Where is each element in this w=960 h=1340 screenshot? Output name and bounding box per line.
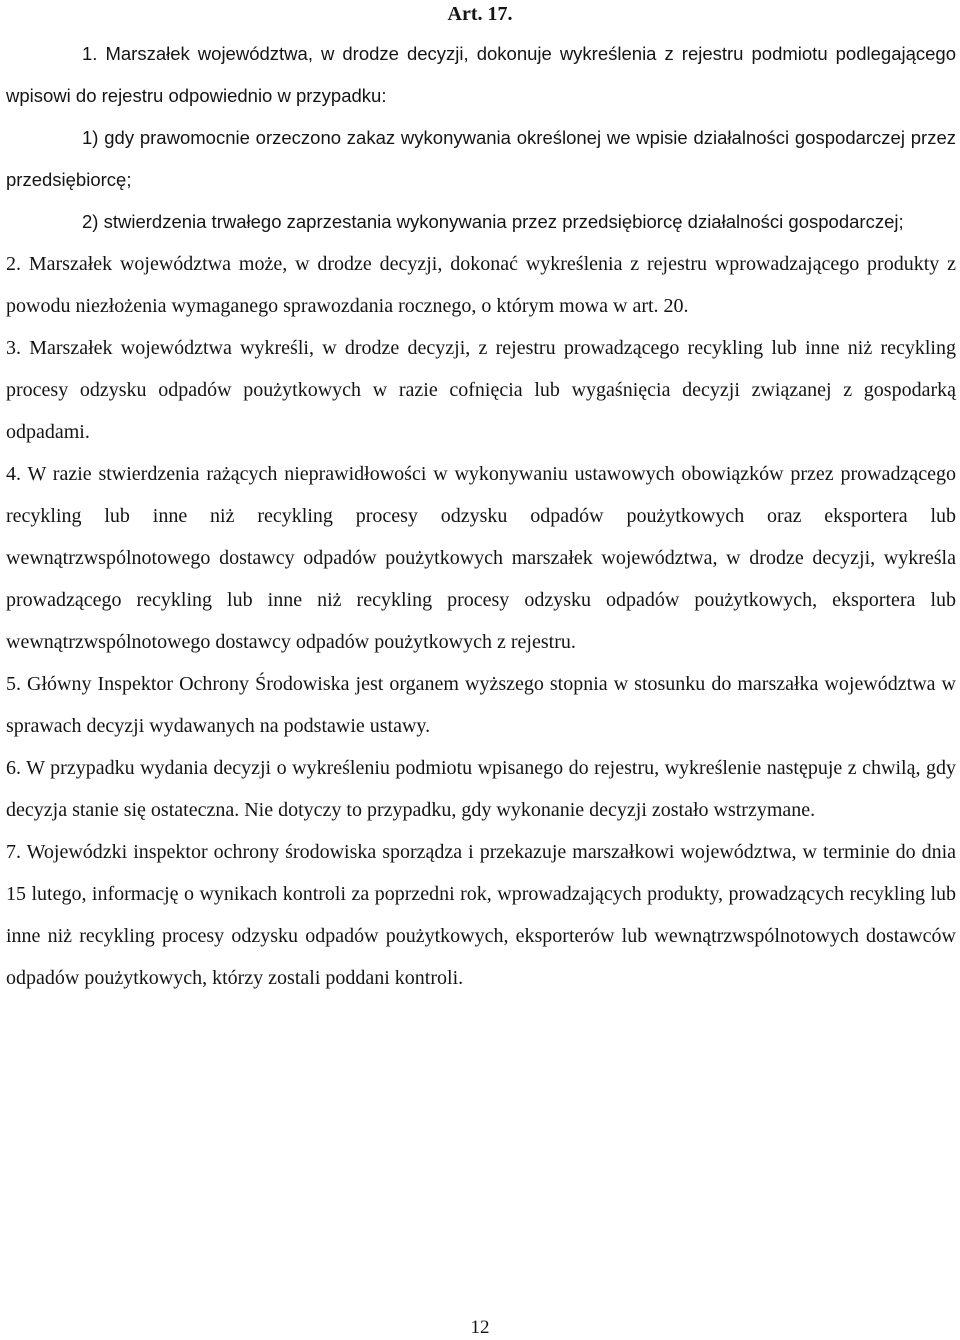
paragraph-2: 2. Marszałek województwa może, w drodze decyzji, dokonać wykreślenia z rejestru wprowadzającego produkty z powodu niezłożenia wymaganego sprawozdania rocznego, o którym mowa w art. 20.: [6, 253, 956, 317]
page-number: 12: [470, 1317, 490, 1338]
article-body: [6, 33, 956, 999]
paragraph-6: 6. W przypadku wydania decyzji o wykreśleniu podmiotu wpisanego do rejestru, wykreślenie następuje z chwilą, gdy decyzja stanie się ostateczna. Nie dotyczy to przypadku, gdy wykonanie decyzji zostało wstrzymane.: [6, 757, 956, 821]
paragraph-5: 5. Główny Inspektor Ochrony Środowiska jest organem wyższego stopnia w stosunku do marszałka województwa w sprawach decyzji wydawanych na podstawie ustawy.: [6, 673, 956, 737]
paragraph-1-point-2: 2) stwierdzenia trwałego zaprzestania wykonywania przez przedsiębiorcę działalności gospodarczej;: [82, 211, 904, 232]
paragraph-3: 3. Marszałek województwa wykreśli, w drodze decyzji, z rejestru prowadzącego recykling lub inne niż recykling procesy odzysku odpadów poużytkowych w razie cofnięcia lub wygaśnięcia decyzji związanej z gospodarką odpadami.: [6, 337, 956, 443]
paragraph-1: 1. Marszałek województwa, w drodze decyzji, dokonuje wykreślenia z rejestru podmiotu podlegającego wpisowi do rejestru odpowiednio w przypadku:: [6, 43, 956, 106]
article-heading: Art. 17.: [447, 3, 513, 25]
paragraph-1-point-1: 1) gdy prawomocnie orzeczono zakaz wykonywania określonej we wpisie działalności gospodarczej przez przedsiębiorcę;: [6, 127, 956, 190]
paragraph-7: 7. Wojewódzki inspektor ochrony środowiska sporządza i przekazuje marszałkowi województwa, w terminie do dnia 15 lutego, informację o wynikach kontroli za poprzedni rok, wprowadzających produkty, prowadzących recykling lub inne niż recykling procesy odzysku odpadów poużytkowych, eksporterów lub wewnątrzwspólnotowych dostawców odpadów poużytkowych, którzy zostali poddani kontroli.: [6, 841, 956, 989]
paragraph-4: 4. W razie stwierdzenia rażących nieprawidłowości w wykonywaniu ustawowych obowiązków przez prowadzącego recykling lub inne niż recykling procesy odzysku odpadów poużytkowych oraz eksportera lub wewnątrzwspólnotowego dostawcy odpadów poużytkowych marszałek województwa, w drodze decyzji, wykreśla prowadzącego recykling lub inne niż recykling procesy odzysku odpadów poużytkowych, eksportera lub wewnątrzwspólnotowego dostawcy odpadów poużytkowych z rejestru.: [6, 463, 956, 653]
